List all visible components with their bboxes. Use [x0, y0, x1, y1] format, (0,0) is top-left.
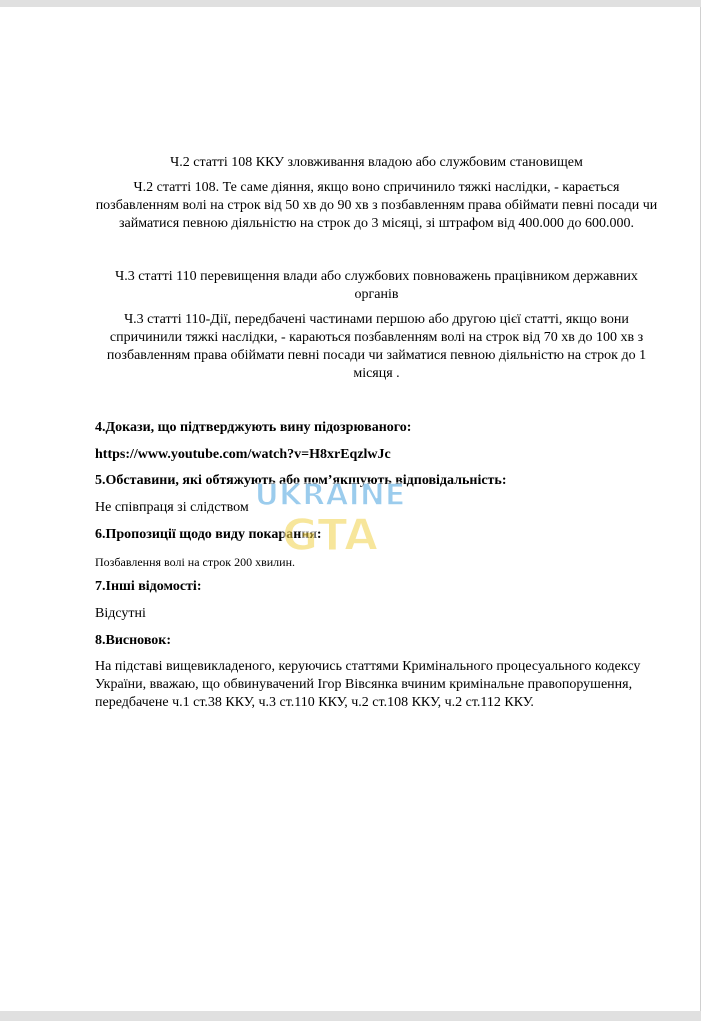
- evidence-link[interactable]: https://www.youtube.com/watch?v=H8xrEqzlwJc: [95, 447, 391, 462]
- punishment-text: Позбавлення волі на строк 200 хвилин.: [95, 555, 295, 569]
- section-108-title: Ч.2 статті 108 ККУ зловживання владою або службовим становищем: [170, 155, 583, 170]
- watermark-line1: UKRAINE: [254, 478, 406, 513]
- bottom-scroll-bar: [0, 1011, 701, 1021]
- top-scroll-bar: [0, 0, 701, 7]
- circumstances-heading: 5.Обставини, які обтяжують або пом’якшують відповідальність:: [95, 473, 507, 488]
- document-page: [0, 7, 701, 1011]
- watermark-line2: GTA: [282, 510, 378, 561]
- punishment-heading: 6.Пропозиції щодо виду покарання:: [95, 527, 322, 542]
- other-heading: 7.Інші відомості:: [95, 579, 202, 594]
- section-110-text: Ч.3 статті 110-Дії, передбачені частинами першою або другою цієї статті, якщо вони спричинили тяжкі наслідки, - караються позбавленням волі на строк від 70 хв до 100 хв з позбавленням права обіймати певні посади чи займатися певною діяльністю на строк до 1 місяця .: [106, 312, 647, 381]
- evidence-heading: 4.Докази, що підтверджують вину підозрюваного:: [95, 420, 412, 435]
- section-108-text: Ч.2 статті 108. Те саме діяння, якщо воно спричинило тяжкі наслідки, - карається позбавленням волі на строк від 50 хв до 90 хв з позбавленням права обіймати певні посади чи займатися певною діяльністю на строк до 3 місяці, зі штрафом від 400.000 до 600.000.: [95, 180, 658, 231]
- conclusion-heading: 8.Висновок:: [95, 633, 172, 648]
- section-110-title: Ч.3 статті 110 перевищення влади або службових повноважень працівником державних органів: [115, 269, 638, 302]
- other-text: Відсутні: [95, 606, 146, 621]
- conclusion-text: На підставі вищевикладеного, керуючись статтями Кримінального процесуального кодексу України, вважаю, що обвинувачений Ігор Вівсянка вчиним кримінальне правопорушення, передбачене ч.1 ст.38 ККУ, ч.3 ст.110 ККУ, ч.2 ст.108 ККУ, ч.2 ст.112 ККУ.: [95, 659, 641, 710]
- circumstances-text: Не співпраця зі слідством: [95, 500, 249, 515]
